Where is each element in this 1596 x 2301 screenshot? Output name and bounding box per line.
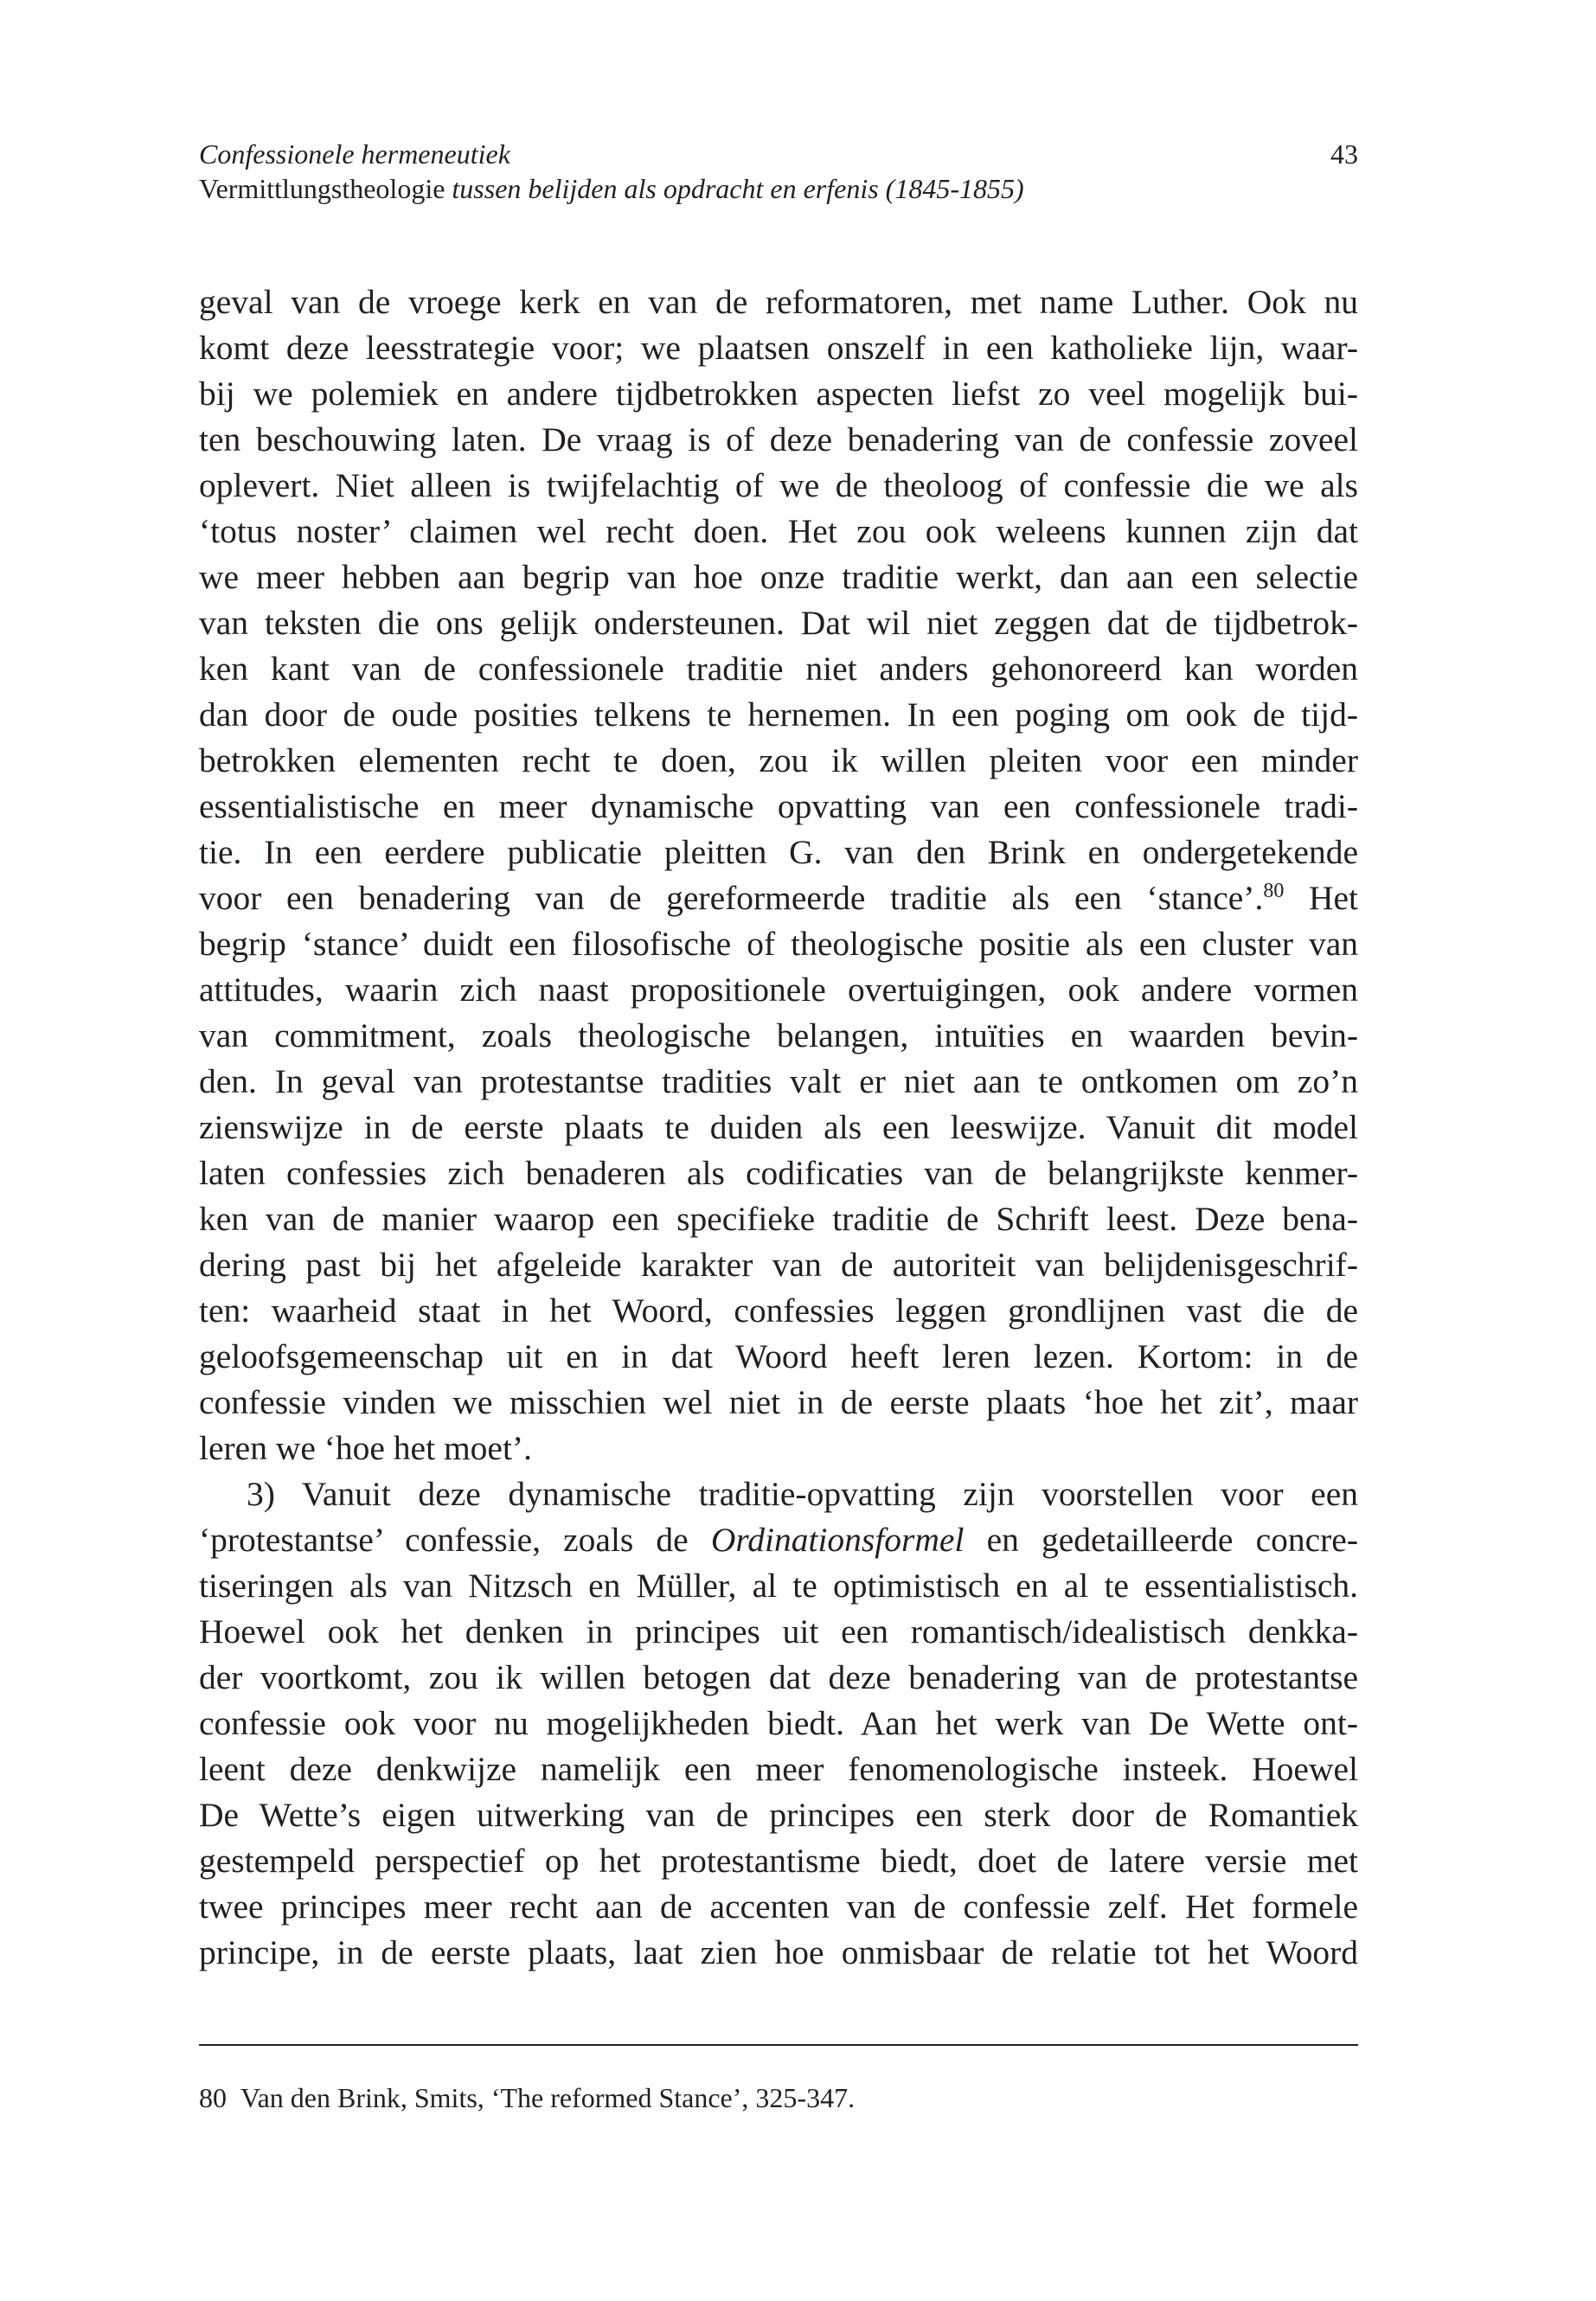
running-head-subtitle-upright: Vermittlungstheologie xyxy=(199,173,452,204)
text-line: ten: waarheid staat in het Woord, confessies leggen grondlijnen vast die de xyxy=(199,1292,1358,1330)
text-line: essentialistische en meer dynamische opvatting van een confessionele tradi- xyxy=(199,787,1358,825)
text-line: principe, in de eerste plaats, laat zien hoe onmisbaar de relatie tot het Woord xyxy=(199,1933,1358,1971)
running-head-title: Confessionele hermeneutiek xyxy=(199,138,510,170)
text-line-with-italic xyxy=(199,1517,1358,1563)
text-fragment: voor een benadering van de gereformeerde traditie als een ‘stance’. xyxy=(199,879,1264,917)
text-line: ken van de manier waarop een specifieke traditie de Schrift leest. Deze bena- xyxy=(199,1200,1358,1238)
text-line: geval van de vroege kerk en van de reformatoren, met name Luther. Ook nu xyxy=(199,283,1358,321)
text-line-indented: 3) Vanuit deze dynamische traditie-opvatting zijn voorstellen voor een xyxy=(247,1475,1358,1513)
text-line: zienswijze in de eerste plaats te duiden als een leeswijze. Vanuit dit model xyxy=(199,1108,1358,1146)
text-line: ten beschouwing laten. De vraag is of deze benadering van de confessie zoveel xyxy=(199,420,1358,458)
footnote-number: 80 xyxy=(199,2082,227,2113)
text-fragment: ‘protestantse’ confessie, zoals de xyxy=(199,1521,711,1559)
text-line: De Wette’s eigen uitwerking van de principes een sterk door de Romantiek xyxy=(199,1796,1358,1834)
running-head xyxy=(199,137,1358,206)
text-line: begrip ‘stance’ duidt een filosofische of theologische positie als een cluster van xyxy=(199,925,1358,963)
text-line: den. In geval van protestantse tradities valt er niet aan te ontkomen om zo’n xyxy=(199,1062,1358,1100)
body-text xyxy=(199,279,1358,1976)
paragraph-1 xyxy=(199,279,1358,1471)
paragraph-2 xyxy=(199,1471,1358,1976)
text-line: dan door de oude posities telkens te hernemen. In een poging om ook de tijd- xyxy=(199,695,1358,734)
page-number: 43 xyxy=(1330,138,1358,170)
footnote-reference[interactable]: 80 xyxy=(1263,880,1285,902)
text-line: bij we polemiek en andere tijdbetrokken aspecten liefst zo veel mogelijk bui- xyxy=(199,375,1358,413)
text-line: oplevert. Niet alleen is twijfelachtig of we de theoloog of confessie die we als xyxy=(199,466,1358,504)
running-head-subtitle-italic: tussen belijden als opdracht en erfenis (1845-1855) xyxy=(452,173,1024,204)
text-line: Hoewel ook het denken in principes uit een romantisch/idealistisch denkka- xyxy=(199,1612,1358,1650)
text-line: der voortkomt, zou ik willen betogen dat deze benadering van de protestantse xyxy=(199,1658,1358,1696)
footnote xyxy=(199,2080,1358,2116)
text-line: twee principes meer recht aan de accenten van de confessie zelf. Het formele xyxy=(199,1888,1358,1926)
text-fragment: en gedetailleerde concre- xyxy=(964,1521,1358,1559)
text-line: attitudes, waarin zich naast propositionele overtuigingen, ook andere vormen xyxy=(199,971,1358,1009)
text-line: gestempeld perspectief op het protestantisme biedt, doet de latere versie met xyxy=(199,1842,1358,1880)
running-head-subtitle xyxy=(199,171,1358,206)
text-line: betrokken elementen recht te doen, zou ik willen pleiten voor een minder xyxy=(199,741,1358,779)
text-line: tiseringen als van Nitzsch en Müller, al te optimistisch en al te essentialistisch. xyxy=(199,1567,1358,1605)
text-fragment: Het xyxy=(1284,879,1358,917)
text-line: tie. In een eerdere publicatie pleitten G. van den Brink en ondergetekende xyxy=(199,833,1358,871)
footnote-text: Van den Brink, Smits, ‘The reformed Stance’, 325-347. xyxy=(240,2082,856,2113)
text-line: leent deze denkwijze namelijk een meer fenomenologische insteek. Hoewel xyxy=(199,1750,1358,1788)
text-line: dering past bij het afgeleide karakter van de autoriteit van belijdenisgeschrif- xyxy=(199,1246,1358,1284)
text-line: van teksten die ons gelijk ondersteunen. Dat wil niet zeggen dat de tijdbetrok- xyxy=(199,604,1358,642)
text-line: geloofsgemeenschap uit en in dat Woord heeft leren lezen. Kortom: in de xyxy=(199,1337,1358,1375)
text-line: laten confessies zich benaderen als codificaties van de belangrijkste kenmer- xyxy=(199,1154,1358,1192)
text-line-with-footnote-ref xyxy=(199,875,1358,921)
footnote-separator xyxy=(199,2044,1358,2046)
text-line: we meer hebben aan begrip van hoe onze traditie werkt, dan aan een selectie xyxy=(199,558,1358,596)
text-line: ken kant van de confessionele traditie niet anders gehonoreerd kan worden xyxy=(199,650,1358,688)
text-line: ‘totus noster’ claimen wel recht doen. Het zou ook weleens kunnen zijn dat xyxy=(199,512,1358,550)
text-line: van commitment, zoals theologische belangen, intuïties en waarden bevin- xyxy=(199,1016,1358,1054)
text-line-last: leren we ‘hoe het moet’. xyxy=(199,1429,532,1467)
text-line: komt deze leesstrategie voor; we plaatsen onszelf in een katholieke lijn, waar- xyxy=(199,329,1358,367)
text-line: confessie vinden we misschien wel niet in de eerste plaats ‘hoe het zit’, maar xyxy=(199,1383,1358,1421)
italic-term: Ordinationsformel xyxy=(710,1521,965,1559)
text-line: confessie ook voor nu mogelijkheden biedt. Aan het werk van De Wette ont- xyxy=(199,1704,1358,1742)
